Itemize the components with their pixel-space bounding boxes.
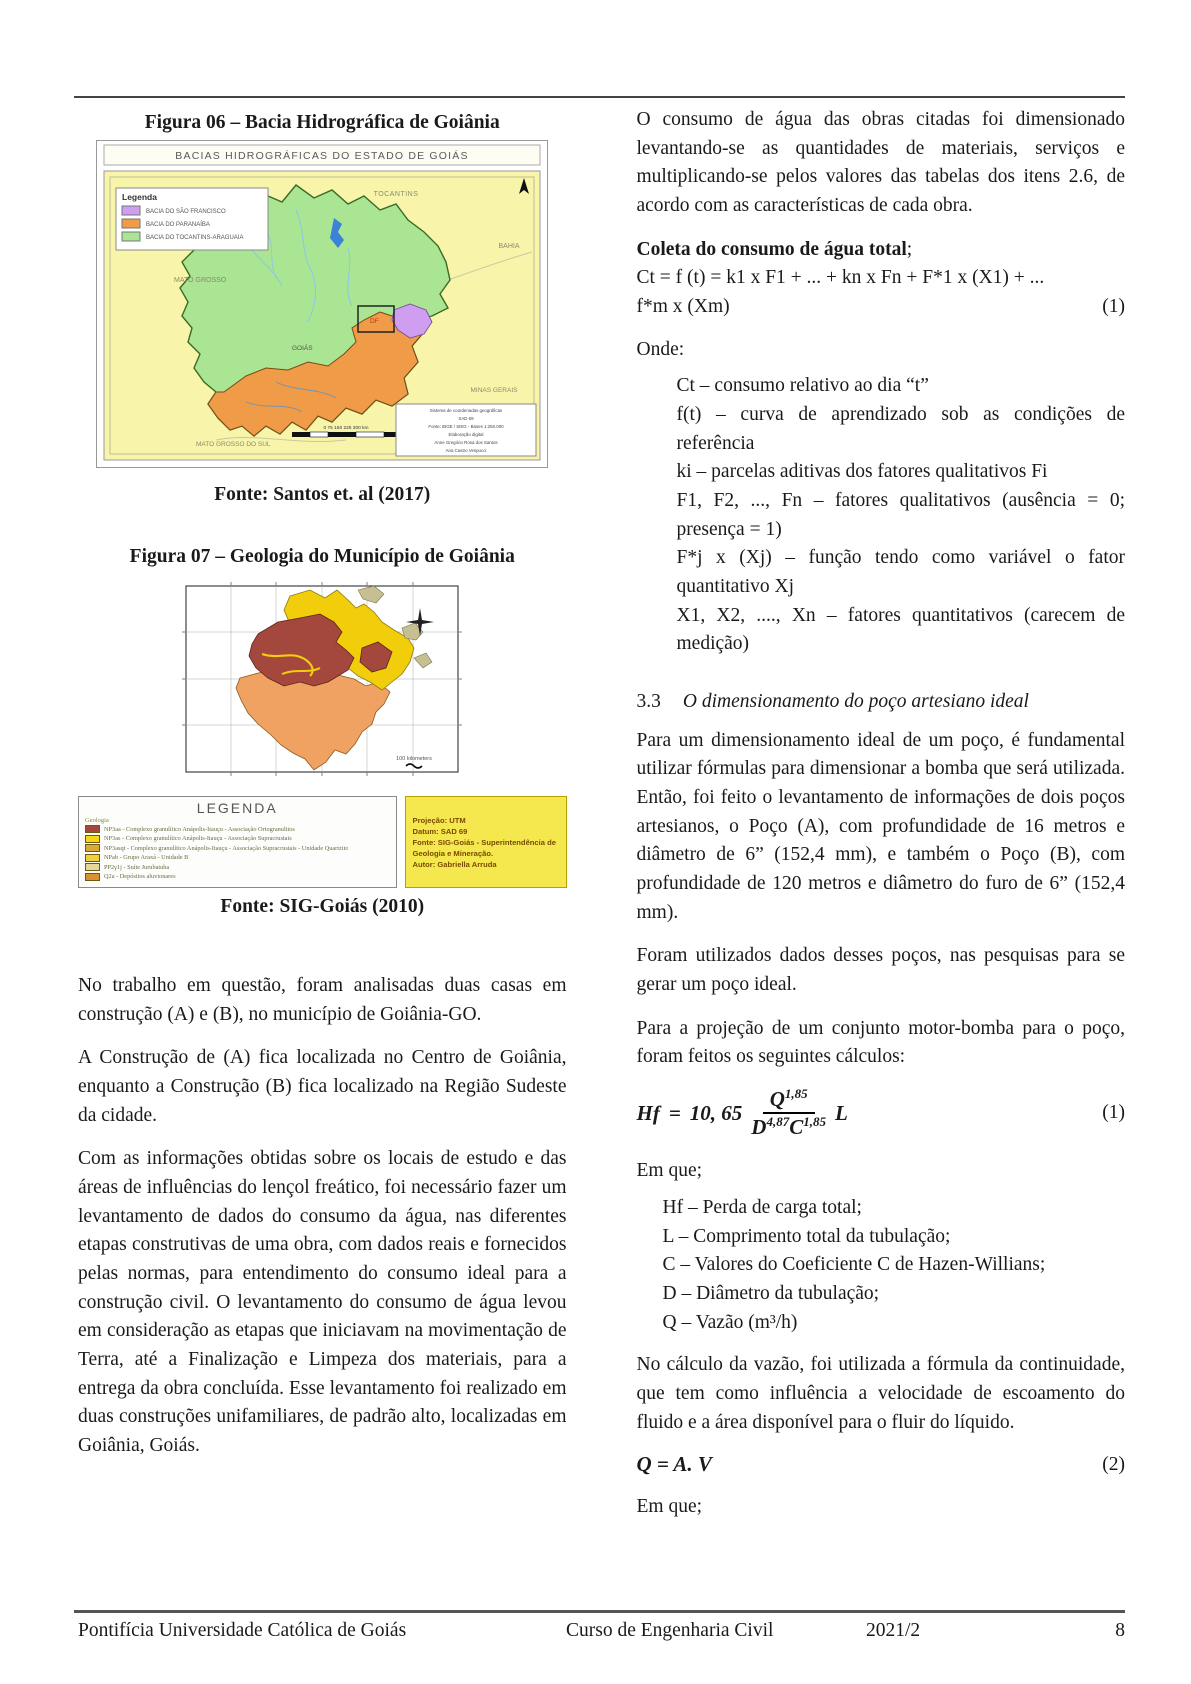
map06-scale-bar [292, 432, 310, 437]
definition-item: F*j x (Xj) – função tendo como variável o fator quantitativo Xj [676, 547, 1125, 597]
legend-swatch [85, 835, 100, 843]
map06-info-line: Elaboração digital [448, 432, 484, 437]
legend-label: NP3aa - Complexo granulítico Anápolis-Itauçu - Associação Ortogranulitos [104, 825, 295, 833]
legend-label: PP2γ1j - Suíte Jurubatuba [104, 863, 170, 871]
legend-swatch [85, 844, 100, 852]
formula1-line1: Ct = f (t) = k1 x F1 + ... + kn x Fn + F*1 x (X1) + ... [636, 267, 1045, 289]
numerator-base: Q [769, 1087, 785, 1112]
paragraph: No trabalho em questão, foram analisadas duas casas em construção (A) e (B), no município de Goiânia-GO. [78, 975, 567, 1025]
legend-row [85, 854, 390, 862]
tocantins-araguaia-swatch [122, 232, 140, 241]
definition-item: L – Comprimento total da tubulação; [662, 1225, 951, 1247]
figure06-source: Fonte: Santos et. al (2017) [214, 484, 431, 505]
map06-scale-label: 0 75 150 225 300 km [323, 426, 369, 431]
em-que-label: Em que; [636, 1160, 703, 1182]
continuity-formula-row [637, 1452, 1126, 1477]
definition-item: F1, F2, ..., Fn – fatores qualitativos (ausência = 0; presença = 1) [676, 489, 1125, 540]
definitions-list-1 [637, 372, 1126, 659]
paragraph: Para um dimensionamento ideal de um poço, é fundamental utilizar fórmulas para dimensionar a bomba que será utilizada. Então, foi feito o levantamento de informações de dois poços artesianos, o Poço (A), com profundidade de 16 metros e diâmetro de 6” (152,4 mm), e também o Poço (B), com profundidade de 120 metros e diâmetro do furo de 6” (152,4 mm). [636, 729, 1125, 923]
numerator-exponent: 1,85 [784, 1086, 808, 1102]
section-title: O dimensionamento do poço artesiano ideal [682, 690, 1029, 712]
equals-sign: = [668, 1100, 681, 1125]
fraction-numerator [763, 1087, 815, 1114]
figure06-caption: Figura 06 – Bacia Hidrográfica de Goiânia [144, 112, 500, 133]
denominator-exponent-c: 1,85 [803, 1114, 827, 1130]
footer-institution: Pontifícia Universidade Católica de Goiás [78, 1620, 407, 1641]
footer [78, 1620, 1125, 1642]
definitions-list-2 [637, 1194, 1126, 1337]
formula-fraction [751, 1087, 826, 1139]
top-rule [74, 96, 1125, 98]
formula1-line2-row [637, 293, 1126, 322]
map06-scale-bar [310, 432, 328, 437]
legend-swatch [85, 863, 100, 871]
denominator-base-d: D [751, 1115, 767, 1140]
denominator-exponent-d: 4,87 [766, 1114, 790, 1130]
map06-info-line: Fonte: IBGE / SIEG - Bases 1:250.000 [428, 424, 504, 429]
figure07-legend-title: LEGENDA [196, 800, 278, 816]
two-column-content [78, 106, 1125, 1537]
legend-row [85, 825, 390, 833]
legend-label: NP3asqt - Complexo granulítico Anápolis-Itauçu - Associação Supracrustais - Unidade Quartzito [104, 844, 349, 852]
map06-info-line: Anne Gregório Rosa dos Santos [434, 440, 498, 445]
legend-row [85, 863, 390, 871]
formula1-line2: f*m x (Xm) [636, 295, 730, 317]
definition-item: Hf – Perda de carga total; [662, 1196, 862, 1218]
definition-item: D – Diâmetro da tubulação; [662, 1282, 880, 1304]
coleta-heading: Coleta do consumo de água total [636, 238, 907, 260]
map06-label-minas-gerais: MINAS GERAIS [470, 387, 518, 394]
fraction-denominator [751, 1114, 826, 1139]
map06-scale-bar [328, 432, 356, 437]
section-heading-3-3 [637, 691, 1126, 713]
onde-label: Onde: [636, 338, 685, 360]
right-column [637, 106, 1126, 1537]
definition-item: X1, X2, ...., Xn – fatores quantitativos (carecem de medição) [676, 604, 1125, 655]
section-number: 3.3 [636, 690, 661, 712]
map06-info-line: SAD 69 [458, 416, 474, 421]
definition-item: C – Valores do Coeficiente C de Hazen-Willians; [662, 1254, 1046, 1276]
map06-legend-title: Legenda [122, 192, 158, 202]
coleta-punct: ; [906, 238, 913, 260]
info-line: Autor: Gabriella Arruda [412, 859, 497, 869]
info-line: Projeção: UTM [412, 815, 466, 825]
hazen-williams-formula [637, 1087, 848, 1139]
hazen-williams-formula-row [637, 1087, 1126, 1139]
left-column-text [78, 972, 567, 1461]
paranaiba-swatch [122, 219, 140, 228]
figure07-legend-box [78, 796, 397, 888]
info-line: Datum: SAD 69 [412, 826, 468, 836]
paragraph: O consumo de água das obras citadas foi dimensionado levantando-se as quantidades de materiais, serviços e multiplicando-se pelos valores das tabelas dos itens 2.6, de acordo com as características de cada obra. [636, 109, 1125, 216]
definition-item: Q – Vazão (m³/h) [662, 1311, 798, 1333]
info-line: Fonte: SIG-Goiás - Superintendência de Geologia e Mineração. [412, 837, 556, 858]
map06-label-mato-grosso: MATO GROSSO [174, 277, 227, 284]
figure07-caption: Figura 07 – Geologia do Município de Goiânia [129, 546, 515, 567]
map06-legend-label: BACIA DO SÃO FRANCISCO [146, 209, 226, 215]
legend-label: Q2a - Depósitos aluvionares [104, 873, 176, 880]
map06-label-bahia: BAHIA [498, 243, 520, 250]
footer-course: Curso de Engenharia Civil [566, 1620, 774, 1641]
paragraph: Com as informações obtidas sobre os locais de estudo e das áreas de influências do lençol freático, foi necessário fazer um levantamento de dados do consumo da água, nas diferentes etapas construtivas de uma obra, com dados reais e fornecidos pelas normas, para entendimento do consumo ideal para a construção civil. O levantamento do consumo de água levou em consideração as etapas que iniciavam na movimentação de Terra, até a Finalização e Limpeza dos materiais, para a entrega da obra concluída. Esse levantamento foi realizado em duas construções unifamiliares, de padrão alto, localizadas em Goiânia, Goiás. [78, 1148, 567, 1456]
equation-number: (1) [1102, 295, 1125, 317]
figure07-legend-subtitle: Geologia [85, 817, 109, 824]
definition-item: Ct – consumo relativo ao dia “t” [676, 375, 929, 397]
figure06-map [96, 140, 548, 468]
formula-coefficient: 10, 65 [689, 1100, 743, 1125]
map06-title: BACIAS HIDROGRÁFICAS DO ESTADO DE GOIÁS [175, 150, 469, 162]
map06-label-df: DF [370, 318, 379, 325]
map06-label-mato-grosso-do-sul: MATO GROSSO DO SUL [196, 441, 271, 448]
legend-swatch [85, 873, 100, 881]
footer-term: 2021/2 [866, 1620, 921, 1641]
equation-number: (2) [1102, 1453, 1125, 1475]
coleta-heading-line [637, 236, 1126, 265]
map06-scale-bar [356, 432, 384, 437]
legend-swatch [85, 825, 100, 833]
footer-rule [74, 1610, 1125, 1613]
map06-label-tocantins: TOCANTINS [373, 191, 419, 198]
map06-legend-label: BACIA DO TOCANTINS-ARAGUAIA [146, 235, 244, 241]
map06-label-goias: GOIÁS [292, 345, 313, 352]
continuity-formula: Q = A. V [636, 1452, 712, 1477]
legend-row [85, 873, 390, 881]
water-consumption-formula-block [637, 236, 1126, 322]
definition-item: f(t) – curva de aprendizado sob as condições de referência [676, 403, 1125, 454]
map07-scale-label: 100 kilometers [396, 756, 433, 762]
figure07-map [162, 576, 482, 788]
paragraph: No cálculo da vazão, foi utilizada a fórmula da continuidade, que tem como influência a velocidade de escoamento do fluido e a área disponível para o fluir do líquido. [636, 1354, 1125, 1433]
equation-number: (1) [1102, 1102, 1125, 1124]
em-que-label: Em que; [636, 1496, 703, 1518]
legend-swatch [85, 854, 100, 862]
figure07-legend-strip [78, 796, 567, 888]
sao-francisco-swatch [122, 206, 140, 215]
denominator-base-c: C [789, 1115, 804, 1140]
legend-row [85, 835, 390, 843]
left-column [78, 106, 567, 1537]
map06-info-line: Sistema de coordenadas geográficas [430, 408, 503, 413]
paragraph: Para a projeção de um conjunto motor-bomba para o poço, foram feitos os seguintes cálculos: [636, 1017, 1125, 1068]
legend-label: NPab - Grupo Araxá - Unidade B [104, 854, 189, 861]
figure07-source: Fonte: SIG-Goiás (2010) [220, 896, 425, 917]
footer-page-number: 8 [1115, 1620, 1125, 1641]
paragraph: Foram utilizados dados desses poços, nas pesquisas para se gerar um poço ideal. [636, 945, 1125, 996]
definition-item: ki – parcelas aditivas dos fatores qualitativos Fi [676, 461, 1048, 483]
figure07-info-box [405, 796, 567, 888]
map06-legend-label: BACIA DO PARANAÍBA [146, 222, 211, 228]
legend-row [85, 844, 390, 852]
formula-lhs: Hf [636, 1100, 660, 1125]
paragraph: A Construção de (A) fica localizada no Centro de Goiânia, enquanto a Construção (B) fica localizado na Região Sudeste da cidade. [78, 1047, 567, 1126]
legend-label: NP3as - Complexo granulítico Anápolis-Itauçu - Associação Supracrustais [104, 835, 292, 842]
formula-tail: L [835, 1100, 848, 1125]
map06-info-line: Ana Castro Vespucci [445, 448, 487, 453]
